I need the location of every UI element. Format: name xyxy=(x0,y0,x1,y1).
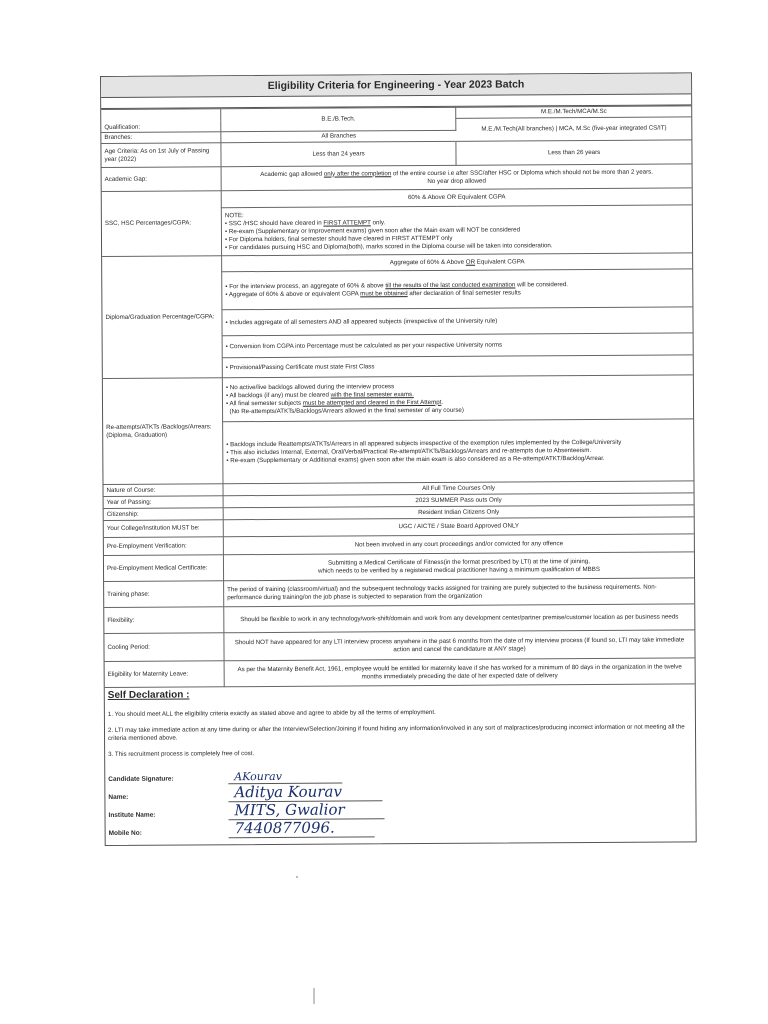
maternity-label: Eligibility for Maternity Leave: xyxy=(105,661,225,688)
reattempts-label: Re-attempts/ATKTs /Backlogs/Arrears: (Diploma, Graduation) xyxy=(103,378,223,485)
training-value: The period of training (classroom/virtual) and the subsequent technology tracks assigned for training are purely subjected to the business requirements. Non-performance during training/on the job phase is subjected to separation from the organization xyxy=(224,578,695,607)
pre-employment-label: Pre-Employment Verification: xyxy=(104,537,224,556)
list-item: • For candidates pursuing HSC and Diploma(both), marks scored in the Diploma course will be taken into consideration. xyxy=(225,241,553,251)
list-item: • This also includes Internal, External, Oral/Verbal/Practical Re-attempt/ATKTs/Backlogs/Arrears and re-attempts due to Absenteeism. xyxy=(226,446,592,456)
diploma-semesters-note: • Includes aggregate of all semesters AND all appeared subjects (irrespective of the University rule) xyxy=(222,307,693,336)
declaration-point: 2. LTI may take immediate action at any time during or after the Interview/Selection/Joining if found hiding any information/involved in any sort of malpractices/producing incorrect information or not meeting all the criteria mentioned above. xyxy=(107,723,685,742)
ssc-note-list xyxy=(225,217,689,252)
table-row xyxy=(101,140,691,168)
flexibility-value: Should be flexible to work in any technology/work-shift/domain and work from any development center/partner premise/customer location as per business needs xyxy=(224,604,695,633)
list-item: • SSC /HSC should have cleared in FIRST ATTEMPT only. xyxy=(224,218,386,227)
reattempts-definition-list xyxy=(226,438,690,465)
medical-value: Submitting a Medical Certificate of Fitness(in the format prescribed by LTI) at the time of joining, which needs to be verified by a registered medical practitioner having a minimum qualification of MBBS xyxy=(223,552,694,581)
ssc-header: 60% & Above OR Equivalent CGPA xyxy=(221,188,692,208)
eligibility-document xyxy=(100,72,697,846)
academic-gap-label: Academic Gap: xyxy=(102,167,222,192)
table-row xyxy=(105,658,695,688)
reattempts-rule-list xyxy=(226,381,690,416)
self-declaration xyxy=(105,684,696,845)
list-item: • No active/live backlogs allowed during the interview process xyxy=(225,382,395,391)
citizenship-value: Resident Indian Citizens Only xyxy=(223,505,694,520)
age-be: Less than 24 years xyxy=(221,141,456,166)
table-row xyxy=(103,375,693,423)
diploma-label: Diploma/Graduation Percentage/CGPA: xyxy=(102,256,222,379)
declaration-point: 3. This recruitment process is completely free of cost. xyxy=(108,750,255,758)
diploma-conversion-note: • Conversion from CGPA into Percentage must be calculated as per your respective University norms xyxy=(222,333,693,358)
diploma-note-list xyxy=(225,280,689,299)
mobile-label: Mobile No: xyxy=(108,829,142,837)
diploma-aggregate-notes xyxy=(222,269,693,310)
list-item: • Backlogs include Reattempts/ATKTs/Arrears in all appeared subjects irrespective of the exemption rules implemented by the College/University xyxy=(226,438,622,448)
table-row xyxy=(102,164,692,192)
name-label: Name: xyxy=(108,793,129,801)
college-label: Your College/Institution MUST be: xyxy=(104,520,224,538)
diploma-header: Aggregate of 60% & Above OR Equivalent CGPA xyxy=(222,253,693,272)
list-item: • All final semester subjects must be attempted and cleared in the First Attempt. xyxy=(225,398,444,407)
pre-employment-value: Not been involved in any court proceedings and/or convicted for any offence xyxy=(223,534,694,555)
list-item: (No Re-attempts/ATKTs/Backlogs/Arrears allowed in the final semester of any course) xyxy=(229,406,464,415)
self-declaration-title: Self Declaration : xyxy=(107,689,190,701)
table-row xyxy=(104,630,694,662)
institute-label: Institute Name: xyxy=(108,811,156,819)
name-value: Aditya Kourav xyxy=(228,782,382,802)
list-item: • Re-exam (Supplementary or Improvement exams) given soon after the Main exam will NOT be considered xyxy=(224,225,521,235)
declaration-point: 1. You should meet ALL the eligibility criteria exactly as stated above and agree to abide by all the terms of employment. xyxy=(107,708,436,718)
institute-value: MITS, Gwalior xyxy=(228,800,384,820)
list-item: • Aggregate of 60% & above or equivalent CGPA must be obtained after declaration of final semester results xyxy=(225,288,521,298)
table-row xyxy=(104,552,694,582)
column-header-be: B.E./B.Tech. xyxy=(221,107,456,131)
academic-gap-line2: No year drop allowed xyxy=(427,177,486,185)
year-passing-label: Year of Passing: xyxy=(104,496,224,509)
list-item: • For the interview process, an aggregate of 60% & above till the results of the last conducted examination will be considered. xyxy=(225,280,568,290)
reattempts-definitions xyxy=(223,419,694,484)
college-value: UGC / AICTE / State Board Approved ONLY xyxy=(223,517,694,537)
cooling-value: Should NOT have appeared for any LTI interview process anywhere in the past 6 months from the date of my interview process (If found so, LTI may take immediate action and cancel the candidature at ANY stage) xyxy=(224,630,695,661)
age-me: Less than 26 years xyxy=(456,140,691,165)
candidate-signature: AKourav xyxy=(228,770,342,785)
academic-gap-value xyxy=(221,164,692,191)
table-row xyxy=(104,604,694,634)
branches-me: M.E./M.Tech(All branches) | MCA, M.Sc (five-year integrated CS/IT) xyxy=(456,117,691,141)
list-item: • For Diploma holders, final semester should have cleared in FIRST ATTEMPT only xyxy=(224,234,453,243)
cooling-label: Cooling Period: xyxy=(104,633,224,662)
list-item: • All backlogs (if any) must be cleared with the final semester exams. xyxy=(225,390,414,399)
criteria-table xyxy=(101,105,695,688)
ssc-label: SSC, HSC Percentages/CGPA: xyxy=(102,191,222,257)
academic-gap-underlined: only after the completion xyxy=(323,169,392,178)
mobile-value: 7440877096. xyxy=(229,818,375,838)
training-label: Training phase: xyxy=(104,581,224,608)
ssc-note-label: NOTE: xyxy=(224,211,244,219)
document-title: Eligibility Criteria for Engineering - Year 2023 Batch xyxy=(101,73,691,98)
academic-gap-text: Academic gap allowed xyxy=(260,170,324,178)
signature-label: Candidate Signature: xyxy=(108,775,174,783)
branches-be: All Branches xyxy=(221,130,456,142)
year-passing-value: 2023 SUMMER Pass outs Only xyxy=(223,493,694,508)
table-row xyxy=(104,578,694,608)
nature-label: Nature of Course: xyxy=(103,484,223,497)
list-item: • Re-exam (Supplementary or Additional exams) given soon after the main exam is also considered as a Re-attempt/ATKT/Backlog/Arrear. xyxy=(226,454,605,464)
ssc-notes xyxy=(221,205,692,256)
maternity-value: As per the Maternity Benefit Act, 1961, employee would be entitled for maternity leave if she has worked for a minimum of 80 days in the organization in the twelve months immediately preceding the date of her expected date of delivery xyxy=(224,658,695,687)
reattempts-rules xyxy=(222,375,693,422)
qualification-label: Qualification: xyxy=(101,109,221,133)
mobile-row xyxy=(109,817,693,839)
diploma-certificate-note: • Provisional/Passing Certificate must state First Class xyxy=(222,355,693,378)
citizenship-label: Citizenship: xyxy=(104,508,224,521)
medical-label: Pre-Employment Medical Certificate: xyxy=(104,555,224,582)
branches-label: Branches: xyxy=(101,132,221,144)
nature-value: All Full Time Courses Only xyxy=(223,481,694,496)
column-header-me: M.E./M.Tech/MCA/M.Sc xyxy=(456,106,691,118)
academic-gap-text-end: of the entire course i.e after SSC/after HSC or Diploma which should not be more than 2 years. xyxy=(391,168,654,177)
age-label: Age Criteria: As on 1st July of Passing year (2022) xyxy=(101,143,221,168)
flexibility-label: Flexibility: xyxy=(104,607,224,634)
